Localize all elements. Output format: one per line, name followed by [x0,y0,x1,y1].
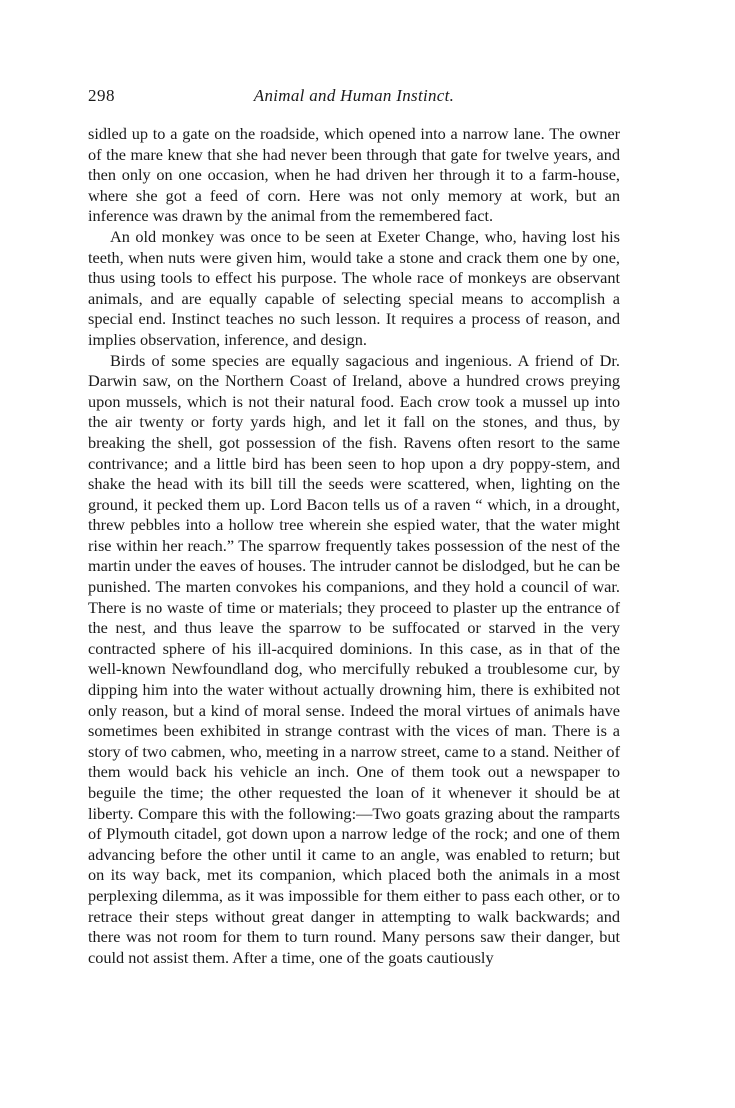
paragraph-monkey: An old monkey was once to be seen at Exeter Change, who, having lost his teeth, when nuts were given him, would take a stone and crack them one by one, thus using tools to effect his purpose. The whole race of monkeys are observant animals, and are equally capable of selecting special means to accomplish a special end. Instinct teaches no such lesson. It requires a process of reason, and implies observation, inference, and design. [88,226,620,349]
page-number: 298 [88,86,115,105]
page-header [88,86,620,112]
running-title: Animal and Human Instinct. [253,86,455,105]
paragraph-birds: Birds of some species are equally sagacious and ingenious. A friend of Dr. Darwin saw, on the Northern Coast of Ireland, above a hundred crows preying upon mussels, which is not their natural food. Each crow took a mussel up into the air twenty or forty yards high, and let it fall on the stones, and thus, by breaking the shell, got possession of the fish. Ravens often resort to the same contrivance; and a little bird has been seen to hop upon a dry poppy-stem, and shake the head with its bill till the seeds were scattered, when, lighting on the ground, it pecked them up. Lord Bacon tells us of a raven “ which, in a drought, threw pebbles into a hollow tree wherein she espied water, that the water might rise within her reach.” The sparrow frequently takes possession of the nest of the martin under the eaves of houses. The intruder cannot be dislodged, but he can be punished. The marten convokes his companions, and they hold a council of war. There is no waste of time or materials; they proceed to plaster up the entrance of the nest, and thus leave the sparrow to be suffocated or starved in the very contracted sphere of his ill-acquired dominions. In this case, as in that of the well-known Newfoundland dog, who mercifully rebuked a troublesome cur, by dipping him into the water without actually drowning him, there is exhibited not only reason, but a kind of moral sense. Indeed the moral virtues of animals have sometimes been exhibited in strange contrast with the vices of man. There is a story of two cabmen, who, meeting in a narrow street, came to a stand. Neither of them would back his vehicle an inch. One of them took out a newspaper to beguile the time; the other requested the loan of it whenever it should be at liberty. Compare this with the following:—Two goats grazing about the ramparts of Plymouth citadel, got down upon a narrow ledge of the rock; and one of them advancing before the other until it came to an angle, was enabled to return; but on its way back, met its companion, which placed both the animals in a most perplexing dilemma, as it was impossible for them either to pass each other, or to retrace their steps without great danger in attempting to walk backwards; and there was not room for them to turn round. Many persons saw their danger, but could not assist them. After a time, one of the goats cautiously [88,350,620,967]
paragraph-continuation: sidled up to a gate on the roadside, which opened into a narrow lane. The owner of the mare knew that she had never been through that gate for twelve years, and then only on one occasion, when he had driven her through it to a farm-house, where she got a feed of corn. Here was not only memory at work, but an inference was drawn by the animal from the remembered fact. [88,124,620,226]
book-page [88,86,620,968]
body-text [88,124,620,968]
